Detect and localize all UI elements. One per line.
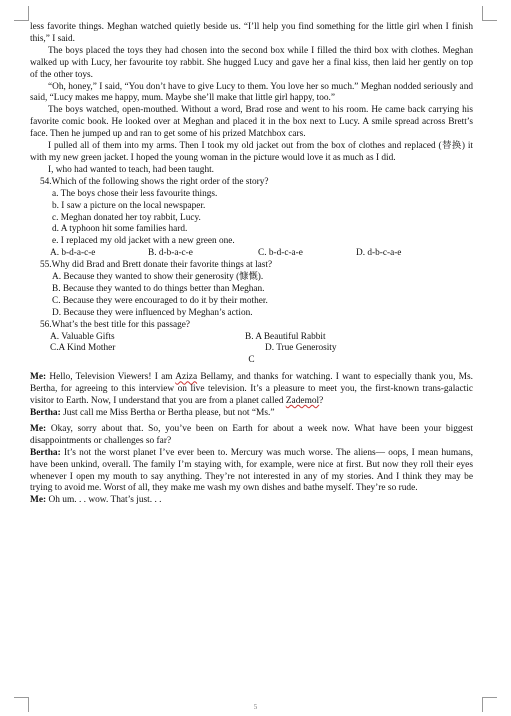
question-55-stem: 55.Why did Brad and Brett donate their favorite things at last? — [40, 260, 273, 271]
question-56-stem: 56.What’s the best title for this passage? — [40, 319, 191, 330]
question-55-option: A. Because they wanted to show their generosity (慷慨). — [52, 272, 264, 283]
dialog-line: Bertha: Just call me Miss Bertha or Bertha please, but not “Ms.” — [30, 408, 275, 418]
dialog-text: Oh um. . . wow. That’s just. . . — [48, 495, 162, 506]
speaker-label: Bertha — [30, 447, 58, 458]
dialog-text: ? — [319, 396, 324, 407]
passage-paragraph: less favorite things. Meghan watched quietly beside us. “I’ll help you find something for the little girl when I finish this,” I said. — [30, 22, 473, 44]
dialog-text: Bellamy, and thanks for watching. I want to especially thank you, Ms. Bertha, for agreeing to this interview on live television. It’s a pleasure to meet you, the first-known trans-galactic visitor to Earth. Now, I understand that you are from a planet called — [30, 372, 473, 407]
question-54-item: b. I saw a picture on the local newspaper. — [52, 200, 206, 211]
page-body — [30, 22, 473, 507]
section-heading: C — [248, 355, 255, 366]
answer-choice: D. d-b-c-a-e — [356, 248, 402, 259]
spell-flagged-word: Zademol — [285, 396, 320, 407]
dialog-line: Bertha: It’s not the worst planet I’ve ever been to. Mercury was much worse. The aliens— oops, I mean humans, have been unkind, overall. The family I’m staying with, for example, were nice at first. But now they roll their eyes whenever I open my mouth to say anything. They’re not interested in any of my stories. And I think they may be trying to avoid me. Worst of all, they make me wash my own dishes and bathe myself. They’re so rude. — [30, 447, 473, 494]
answer-choice: A. Valuable Gifts — [50, 331, 115, 342]
passage-paragraph: I pulled all of them into my arms. Then I took my old jacket out from the box of clothes and replaced (替换) it with my new green jacket. I hoped the young woman in the picture would love it as much as I did. — [30, 141, 473, 163]
interview-dialog — [30, 372, 473, 507]
dialog-line: Me: Oh um. . . wow. That’s just. . . — [30, 495, 162, 506]
question-54-item: c. Meghan donated her toy rabbit, Lucy. — [52, 212, 201, 223]
crop-mark — [482, 6, 497, 21]
passage-paragraph: I, who had wanted to teach, had been taught. — [48, 164, 214, 175]
answer-choice: B. A Beautiful Rabbit — [245, 331, 326, 342]
dialog-text: It’s not the worst planet I’ve ever been to. Mercury was much worse. The aliens— oops, I mean humans, have been unkind, overall. The family I’m staying with, for example, were nice at first. But now they roll their eyes whenever I open my mouth to say anything. They’re not interested in any of my stories. And I think they may be trying to avoid me. Worst of all, they make me wash my own dishes and bathe myself. They’re so rude. — [30, 447, 473, 494]
dialog-text: Just call me Miss Bertha or Bertha please, but not “Ms.” — [63, 408, 275, 418]
question-54-item: a. The boys chose their less favourite things. — [52, 188, 218, 199]
crop-mark — [14, 6, 29, 21]
question-55-option: B. Because they wanted to do things better than Meghan. — [52, 283, 265, 294]
page-number: 5 — [253, 703, 258, 711]
passage-paragraph: The boys watched, open-mouthed. Without a word, Brad rose and went to his room. He came back carrying his favorite comic book. He looked over at Meghan and placed it in the box next to Lucy. A smile spread across Brett’s face. Then he jumped up and ran to get some of his prized Matchbox cars. — [30, 105, 473, 140]
dialog-text: Okay, sorry about that. So, you’ve been on Earth for about a week now. What have been your biggest disappointments or challenges so far? — [30, 423, 474, 446]
question-54-item: e. I replaced my old jacket with a new green one. — [52, 236, 235, 247]
passage-paragraph: “Oh, honey,” I said, “You don’t have to give Lucy to them. You love her so much.” Meghan nodded seriously and said, “Lucy makes me happy, mum. Maybe she’ll make that little girl happy, too.” — [30, 81, 473, 104]
answer-choice: C.A Kind Mother — [50, 343, 116, 354]
question-56-choices — [30, 332, 473, 344]
dialog-line: Me: Okay, sorry about that. So, you’ve been on Earth for about a week now. What have been your biggest disappointments or challenges so far? — [30, 423, 474, 446]
question-54-item: d. A typhoon hit some families hard. — [52, 224, 188, 235]
speaker-label: Me — [30, 372, 44, 383]
question-54-choices — [30, 248, 473, 260]
question-55-option: D. Because they were influenced by Meghan’s action. — [52, 307, 253, 318]
answer-choice: D. True Generosity — [265, 343, 337, 354]
speaker-label: Bertha — [30, 408, 58, 418]
question-56-choices — [30, 343, 473, 355]
question-55-option: C. Because they were encouraged to do it by their mother. — [52, 295, 268, 306]
question-54-stem: 54.Which of the following shows the right order of the story? — [40, 176, 269, 187]
dialog-text: Hello, Television Viewers! I am — [49, 372, 176, 383]
speaker-label: Me — [30, 495, 44, 506]
dialog-line: Me: Hello, Television Viewers! I am Aziza Bellamy, and thanks for watching. I want to especially thank you, Ms. Bertha, for agreeing to this interview on live television. It’s a pleasure to meet you, the first-known trans-galactic visitor to Earth. Now, I understand that you are from a planet called Zademol? — [30, 372, 473, 407]
speaker-label: Me — [30, 423, 44, 434]
answer-choice: A. b-d-a-c-e — [50, 248, 96, 259]
answer-choice: B. d-b-a-c-e — [148, 248, 193, 259]
answer-choice: C. b-d-c-a-e — [258, 248, 303, 259]
passage-paragraph: The boys placed the toys they had chosen into the second box while I filled the third box with clothes. Meghan walked up with Lucy, her favourite toy rabbit. She hugged Lucy and gave her a final kiss, then laid her gently on top of the other toys. — [30, 45, 473, 80]
spell-flagged-word: Aziza — [175, 372, 198, 383]
